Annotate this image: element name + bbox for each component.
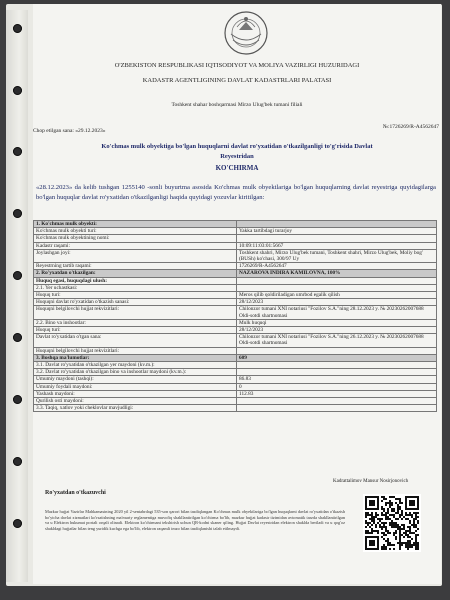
row-label: Umumiy maydoni (tashqi): xyxy=(34,376,237,383)
table-row xyxy=(34,221,437,228)
table-row xyxy=(34,263,437,270)
table-row xyxy=(34,405,437,412)
row-value xyxy=(237,369,437,376)
row-value: 1726269/R-A4562647 xyxy=(237,263,437,270)
table-row xyxy=(34,228,437,235)
row-label: Umumiy foydali maydoni: xyxy=(34,383,237,390)
table-row xyxy=(34,284,437,291)
qr-code-icon xyxy=(363,494,421,552)
table-row xyxy=(34,242,437,249)
row-label: Reyestrning tartib raqami: xyxy=(34,263,237,270)
table-row xyxy=(34,292,437,299)
row-value xyxy=(237,362,437,369)
punch-hole xyxy=(13,86,22,95)
row-label: Huquq egasi, huquqdagi ulush: xyxy=(34,277,237,284)
intro-paragraph: «28.12.2023» da kelib tushgan 1255140 -sonli buyurtma asosida Ko'chmas mulk obyektlariga bo'lgan huquqlarning davlat reyestriga quyidagilarga bo'lgan huquqlar davlat ro'yxatidan o'tkazilganligi haqida quyidagi yozuvlar kiritilgan: xyxy=(36,184,436,201)
row-value: Mulk huquqi xyxy=(237,319,437,326)
document-title: Ko'chmas mulk obyektiga bo'lgan huquqlarni davlat ro'yxatidan o'tkazilganligi to'g'risida Davlat xyxy=(101,143,373,150)
table-row xyxy=(34,319,437,326)
document-title-line2: Reyestridan xyxy=(220,153,254,160)
table-row xyxy=(34,390,437,397)
row-label: Yashash maydoni: xyxy=(34,390,237,397)
row-label: Huquqni davlat ro'yxatidan o'tkazish sanasi: xyxy=(34,299,237,306)
row-label: 3. Boshqa ma'lumotlar: xyxy=(34,354,237,361)
punch-hole xyxy=(13,333,22,342)
row-label: 3.1. Davlat ro'yxatidan o'tkazilgan yer maydoni (kv.m.): xyxy=(34,362,237,369)
row-label: 2. Ro'yxatdan o'tkazilgan: xyxy=(34,270,237,277)
table-row xyxy=(34,249,437,262)
punch-hole xyxy=(13,147,22,156)
punch-hole xyxy=(13,395,22,404)
table-row xyxy=(34,277,437,284)
row-label: Huquq turi: xyxy=(34,327,237,334)
state-emblem-icon xyxy=(223,10,269,56)
registrar-label: Ro'yxatdan o'tkazuvchi xyxy=(45,490,106,496)
row-label: Qurilish osti maydoni: xyxy=(34,398,237,405)
punch-hole xyxy=(13,209,22,218)
row-label: 2.1. Yer uchastkasi: xyxy=(34,284,237,291)
row-value: 112.83 xyxy=(237,390,437,397)
print-date: Chop etilgan sana: «29.12.2023» xyxy=(33,128,106,134)
table-row xyxy=(34,383,437,390)
table-row xyxy=(34,369,437,376)
footnote: Mazkur hujjat Vazirlar Mahkamasining 2020 yil 2-sentabrdagi 535-son qarori bilan tasdiqlangan Ko'chmas mulk obyektlariga bo'lgan huquqlarni davlat ro'yxatidan o'tkazish bo'yicha davlat xizmatlari ko'rsatishning ma'muriy reglamentiga muvofiq shakllantirilgan ko'chirma bo'lib, mazkur hujjat kadastr tizimidan avtomatik tarzda shakllantirilgan va u Elektron hukumat portali orqali olinadi. Elektron ko'chirmani tekshirish uchun QR-kodni skaner qiling. Hujjat Davlat reyestridan elektron shaklda beriladi va u qog'oz shakldagi hujjatlar bilan teng yuridik kuchga ega bo'lib, elektron raqamli imzo bilan tasdiqlanishi talab etilmaydi. xyxy=(45,509,345,531)
document-number: №:1726269/R-A4562647 xyxy=(382,124,439,130)
row-label: Huquqni belgilovchi hujjat rekvizitlari: xyxy=(34,347,237,354)
sleeve-binder-strip xyxy=(6,10,28,582)
row-value xyxy=(237,405,437,412)
table-row xyxy=(34,398,437,405)
row-value: Meros qilib qoldiriladigan umrbod egalik qilish xyxy=(237,292,437,299)
table-row xyxy=(34,327,437,334)
row-value: 28/12/2023 xyxy=(237,327,437,334)
row-value xyxy=(237,277,437,284)
table-row xyxy=(34,306,437,319)
row-value: Chilonzor tumani XNI notariusi "Fozilov S.A."ning 28.12.2023 y. № 20230262007688 Oldi-sotdi shartnomasi xyxy=(237,306,437,319)
row-value xyxy=(237,284,437,291)
punch-hole xyxy=(13,457,22,466)
table-row xyxy=(34,376,437,383)
punch-hole xyxy=(13,24,22,33)
row-value: 28/12/2023 xyxy=(237,299,437,306)
row-label: Davlat ro'yxatidan o'tgan sana: xyxy=(34,334,237,347)
row-value xyxy=(237,235,437,242)
punch-hole xyxy=(13,271,22,280)
table-row xyxy=(34,334,437,347)
row-label: Kadastr raqami: xyxy=(34,242,237,249)
row-value: 10:09:11:03:01:5667 xyxy=(237,242,437,249)
punch-hole xyxy=(13,519,22,528)
row-label: 1. Ko'chmas mulk obyekti: xyxy=(34,221,237,228)
row-label: 3.2. Davlat ro'yxatidan o'tkazilgan bino va inshootlar maydoni (kv.m.): xyxy=(34,369,237,376)
registrar-name: Kadrattalimov Mansur Nosirjonovich xyxy=(333,479,409,484)
row-value: Yakka tartibdagi turarjoy xyxy=(237,228,437,235)
row-label: Joylashgan joyi: xyxy=(34,249,237,262)
row-value xyxy=(237,347,437,354)
row-label: Huquqni belgilovchi hujjat rekvizitlari: xyxy=(34,306,237,319)
row-label: 2.2. Bino va inshootlar: xyxy=(34,319,237,326)
table-row xyxy=(34,362,437,369)
row-label: 3.3. Taqiq, xatlov yoki cheklovlar mavjudligi: xyxy=(34,405,237,412)
row-value: Chilonzor tumani XNI notariusi "Fozilov S.A."ning 26.12.2023 y. № 20230262007688 Oldi-sotdi shartnomasi xyxy=(237,334,437,347)
table-row xyxy=(34,347,437,354)
table-row xyxy=(34,354,437,361)
table-row xyxy=(34,270,437,277)
row-value: 0 xyxy=(237,383,437,390)
document-title-kochirma: KO'CHIRMA xyxy=(215,164,259,172)
row-value: NAZAROVA INDIRA KAMILOVNA, 100% xyxy=(237,270,437,277)
table-row xyxy=(34,299,437,306)
row-label: Ko'chmas mulk obyektining nomi: xyxy=(34,235,237,242)
ministry-heading: O'ZBEKISTON RESPUBLIKASI IQTISODIYOT VA MOLIYA VAZIRLIGI HUZURIDAGI xyxy=(114,62,360,69)
row-label: Huquq turi: xyxy=(34,292,237,299)
extract-document xyxy=(33,4,441,584)
branch-name: Toshkent shahar boshqarmasi Mirzo Ulug'bek tumani filiali xyxy=(171,102,303,108)
register-table xyxy=(33,220,437,412)
row-value xyxy=(237,221,437,228)
row-value: Toshkent shahri, Mirzo Ulug'bek tumani, Toshkent shahri, Mirzo Ulug'bek, Moliy bog' (BUSh) ko'chasi, 300/97 Uy xyxy=(237,249,437,262)
row-value: 609 xyxy=(237,354,437,361)
row-label: Ko'chmas mulk obyekti turi: xyxy=(34,228,237,235)
row-value: 86.83 xyxy=(237,376,437,383)
row-value xyxy=(237,398,437,405)
chamber-heading: KADASTR AGENTLIGINING DAVLAT KADASTRLARI PALATASI xyxy=(142,77,332,84)
table-row xyxy=(34,235,437,242)
